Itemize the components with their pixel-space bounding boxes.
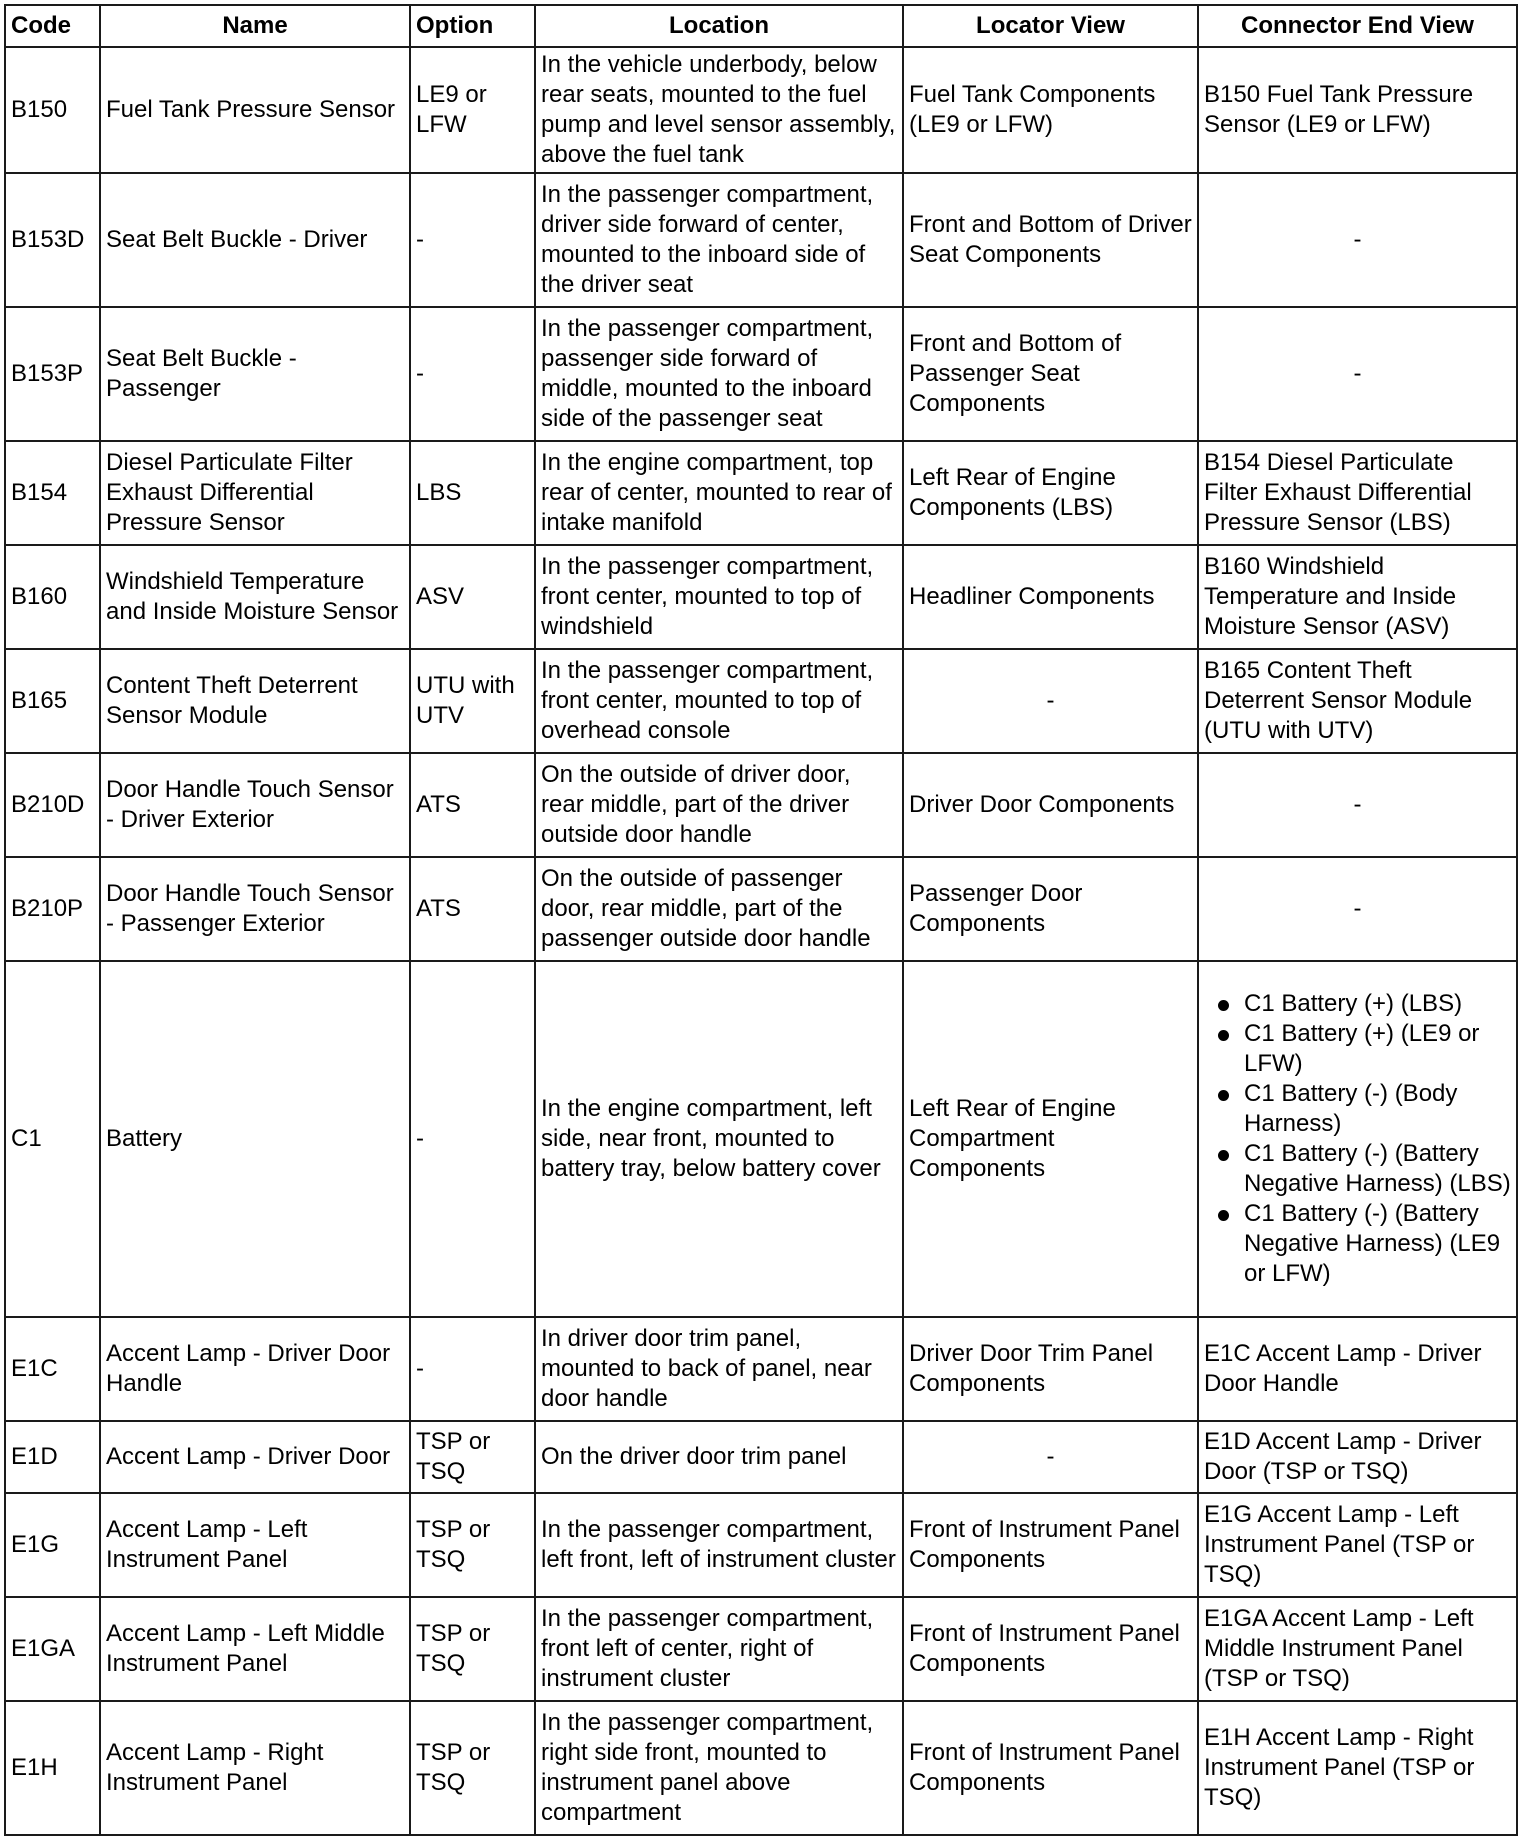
- cell-name: Battery: [100, 961, 410, 1317]
- cell-location: In the engine compartment, top rear of center, mounted to rear of intake manifold: [535, 441, 903, 545]
- table-row: [5, 961, 1517, 1317]
- column-header-option: Option: [410, 5, 535, 47]
- cell-location: On the outside of driver door, rear middle, part of the driver outside door handle: [535, 753, 903, 857]
- cell-code: C1: [5, 961, 100, 1317]
- cell-option: -: [410, 961, 535, 1317]
- cell-locator-view: Passenger Door Components: [903, 857, 1198, 961]
- column-header-location: Location: [535, 5, 903, 47]
- table-row: [5, 753, 1517, 857]
- cell-location: In the engine compartment, left side, near front, mounted to battery tray, below battery cover: [535, 961, 903, 1317]
- cell-name: Door Handle Touch Sensor - Passenger Exterior: [100, 857, 410, 961]
- column-header-name: Name: [100, 5, 410, 47]
- cell-code: E1D: [5, 1421, 100, 1493]
- cell-location: In the passenger compartment, left front, left of instrument cluster: [535, 1493, 903, 1597]
- cell-option: TSP or TSQ: [410, 1493, 535, 1597]
- column-header-connector-end-view: Connector End View: [1198, 5, 1517, 47]
- cell-connector-end-view: -: [1198, 753, 1517, 857]
- cell-location: In the passenger compartment, driver side forward of center, mounted to the inboard side of the driver seat: [535, 173, 903, 307]
- cell-name: Windshield Temperature and Inside Moisture Sensor: [100, 545, 410, 649]
- cell-name: Accent Lamp - Left Instrument Panel: [100, 1493, 410, 1597]
- list-item: [1204, 1019, 1511, 1079]
- cell-option: ASV: [410, 545, 535, 649]
- cell-locator-view: Front and Bottom of Passenger Seat Components: [903, 307, 1198, 441]
- cell-code: E1GA: [5, 1597, 100, 1701]
- table-row: [5, 441, 1517, 545]
- cell-locator-view: Front and Bottom of Driver Seat Components: [903, 173, 1198, 307]
- cell-connector-end-view: E1C Accent Lamp - Driver Door Handle: [1198, 1317, 1517, 1421]
- cell-connector-end-view: B160 Windshield Temperature and Inside Moisture Sensor (ASV): [1198, 545, 1517, 649]
- list-item-label: C1 Battery (-) (Battery Negative Harness) (LE9 or LFW): [1244, 1200, 1501, 1287]
- list-item: [1204, 1079, 1511, 1139]
- bullet-icon: [1218, 1030, 1229, 1041]
- list-item: [1204, 1139, 1511, 1199]
- column-header-locator-view: Locator View: [903, 5, 1198, 47]
- cell-locator-view: -: [903, 1421, 1198, 1493]
- table-row: [5, 649, 1517, 753]
- cell-option: LE9 or LFW: [410, 47, 535, 173]
- cell-code: B165: [5, 649, 100, 753]
- cell-name: Fuel Tank Pressure Sensor: [100, 47, 410, 173]
- cell-location: In driver door trim panel, mounted to back of panel, near door handle: [535, 1317, 903, 1421]
- cell-connector-end-view: E1GA Accent Lamp - Left Middle Instrument Panel (TSP or TSQ): [1198, 1597, 1517, 1701]
- list-item-label: C1 Battery (+) (LE9 or LFW): [1244, 1020, 1480, 1077]
- cell-locator-view: Front of Instrument Panel Components: [903, 1701, 1198, 1835]
- cell-option: UTU with UTV: [410, 649, 535, 753]
- table-row: [5, 1597, 1517, 1701]
- component-locator-document: [4, 4, 1516, 1836]
- cell-code: B150: [5, 47, 100, 173]
- table-row: [5, 307, 1517, 441]
- cell-locator-view: Left Rear of Engine Compartment Components: [903, 961, 1198, 1317]
- cell-option: TSP or TSQ: [410, 1701, 535, 1835]
- cell-name: Accent Lamp - Right Instrument Panel: [100, 1701, 410, 1835]
- cell-connector-end-view: E1H Accent Lamp - Right Instrument Panel (TSP or TSQ): [1198, 1701, 1517, 1835]
- cell-option: TSP or TSQ: [410, 1597, 535, 1701]
- cell-name: Seat Belt Buckle - Driver: [100, 173, 410, 307]
- cell-locator-view: Front of Instrument Panel Components: [903, 1493, 1198, 1597]
- list-item-label: C1 Battery (-) (Battery Negative Harness) (LBS): [1244, 1140, 1511, 1197]
- cell-name: Accent Lamp - Left Middle Instrument Panel: [100, 1597, 410, 1701]
- cell-option: TSP or TSQ: [410, 1421, 535, 1493]
- cell-code: B160: [5, 545, 100, 649]
- cell-option: ATS: [410, 753, 535, 857]
- cell-connector-end-view: B165 Content Theft Deterrent Sensor Module (UTU with UTV): [1198, 649, 1517, 753]
- cell-locator-view: -: [903, 649, 1198, 753]
- cell-name: Seat Belt Buckle - Passenger: [100, 307, 410, 441]
- table-row: [5, 857, 1517, 961]
- table-row: [5, 1421, 1517, 1493]
- cell-location: In the passenger compartment, right side front, mounted to instrument panel above compartment: [535, 1701, 903, 1835]
- cell-connector-end-view: E1G Accent Lamp - Left Instrument Panel (TSP or TSQ): [1198, 1493, 1517, 1597]
- cell-connector-end-view: B150 Fuel Tank Pressure Sensor (LE9 or LFW): [1198, 47, 1517, 173]
- bullet-icon: [1218, 1000, 1229, 1011]
- cell-location: In the passenger compartment, front center, mounted to top of windshield: [535, 545, 903, 649]
- cell-name: Diesel Particulate Filter Exhaust Differential Pressure Sensor: [100, 441, 410, 545]
- cell-code: E1H: [5, 1701, 100, 1835]
- cell-code: B153D: [5, 173, 100, 307]
- cell-locator-view: Left Rear of Engine Components (LBS): [903, 441, 1198, 545]
- cell-connector-end-view: B154 Diesel Particulate Filter Exhaust Differential Pressure Sensor (LBS): [1198, 441, 1517, 545]
- cell-locator-view: Fuel Tank Components (LE9 or LFW): [903, 47, 1198, 173]
- cell-locator-view: Driver Door Trim Panel Components: [903, 1317, 1198, 1421]
- table-row: [5, 47, 1517, 173]
- cell-option: -: [410, 1317, 535, 1421]
- bullet-icon: [1218, 1150, 1229, 1161]
- table-row: [5, 545, 1517, 649]
- cell-name: Accent Lamp - Driver Door Handle: [100, 1317, 410, 1421]
- list-item-label: C1 Battery (-) (Body Harness): [1244, 1080, 1458, 1137]
- cell-connector-end-view: [1198, 961, 1517, 1317]
- connector-list: [1204, 989, 1511, 1289]
- bullet-icon: [1218, 1090, 1229, 1101]
- cell-code: E1G: [5, 1493, 100, 1597]
- list-item-label: C1 Battery (+) (LBS): [1244, 990, 1463, 1017]
- column-header-code: Code: [5, 5, 100, 47]
- cell-location: In the passenger compartment, passenger side forward of middle, mounted to the inboard side of the passenger seat: [535, 307, 903, 441]
- cell-connector-end-view: -: [1198, 857, 1517, 961]
- cell-code: B153P: [5, 307, 100, 441]
- table-row: [5, 1317, 1517, 1421]
- cell-location: On the driver door trim panel: [535, 1421, 903, 1493]
- table-row: [5, 1493, 1517, 1597]
- list-item: [1204, 989, 1511, 1019]
- cell-locator-view: Headliner Components: [903, 545, 1198, 649]
- cell-name: Content Theft Deterrent Sensor Module: [100, 649, 410, 753]
- cell-option: ATS: [410, 857, 535, 961]
- cell-connector-end-view: -: [1198, 173, 1517, 307]
- cell-connector-end-view: E1D Accent Lamp - Driver Door (TSP or TSQ): [1198, 1421, 1517, 1493]
- cell-code: B210P: [5, 857, 100, 961]
- cell-name: Accent Lamp - Driver Door: [100, 1421, 410, 1493]
- cell-code: B154: [5, 441, 100, 545]
- cell-option: -: [410, 173, 535, 307]
- table-row: [5, 1701, 1517, 1835]
- cell-location: In the vehicle underbody, below rear seats, mounted to the fuel pump and level sensor assembly, above the fuel tank: [535, 47, 903, 173]
- table-row: [5, 173, 1517, 307]
- cell-locator-view: Front of Instrument Panel Components: [903, 1597, 1198, 1701]
- list-item: [1204, 1199, 1511, 1289]
- table-header-row: [5, 5, 1517, 47]
- cell-location: On the outside of passenger door, rear middle, part of the passenger outside door handle: [535, 857, 903, 961]
- cell-option: LBS: [410, 441, 535, 545]
- cell-location: In the passenger compartment, front left of center, right of instrument cluster: [535, 1597, 903, 1701]
- component-table: [4, 4, 1518, 1836]
- bullet-icon: [1218, 1210, 1229, 1221]
- cell-name: Door Handle Touch Sensor - Driver Exterior: [100, 753, 410, 857]
- cell-code: B210D: [5, 753, 100, 857]
- cell-option: -: [410, 307, 535, 441]
- cell-location: In the passenger compartment, front center, mounted to top of overhead console: [535, 649, 903, 753]
- cell-connector-end-view: -: [1198, 307, 1517, 441]
- cell-code: E1C: [5, 1317, 100, 1421]
- cell-locator-view: Driver Door Components: [903, 753, 1198, 857]
